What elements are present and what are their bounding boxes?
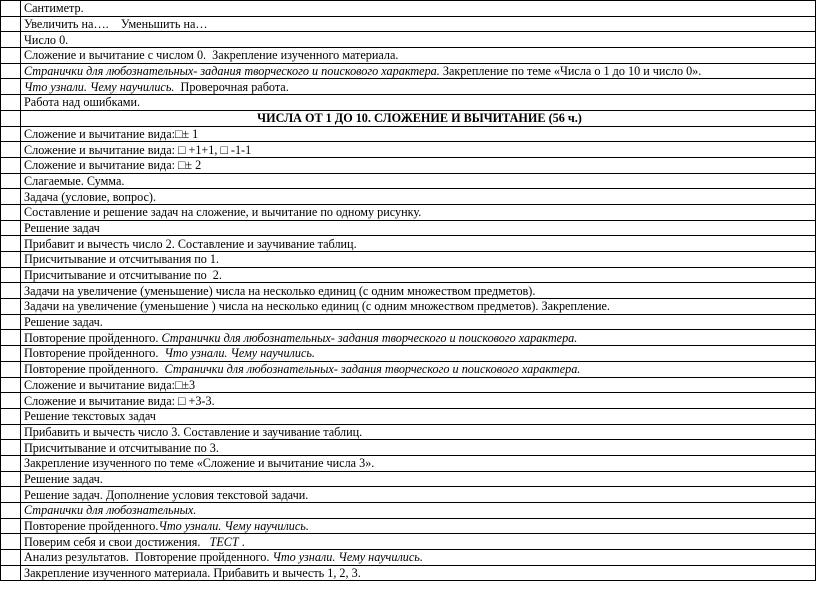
table-row [1, 393, 816, 409]
text-segment: Составление и решение задач на сложение, и вычитание по одному рисунку. [24, 205, 422, 220]
text-segment: Сложение и вычитание вида: □± 2 [24, 158, 202, 173]
topic-cell [21, 534, 816, 550]
row-number-cell [1, 314, 21, 330]
table-row [1, 455, 816, 471]
table-row [1, 189, 816, 205]
table-row [1, 252, 816, 268]
text-segment: Прибавить и вычесть число 3. Составление и заучивание таблиц. [24, 424, 363, 439]
text-segment: Присчитывание и отсчитывание по 2. [24, 268, 222, 283]
table-row [1, 142, 816, 158]
table-row [1, 79, 816, 95]
row-number-cell [1, 79, 21, 95]
row-number-cell [1, 330, 21, 346]
table-row [1, 440, 816, 456]
table-row [1, 424, 816, 440]
text-segment: Закрепление изученного материала. Прибавить и вычесть 1, 2, 3. [24, 566, 361, 581]
table-row [1, 330, 816, 346]
topic-cell [21, 267, 816, 283]
table-row [1, 126, 816, 142]
text-segment: Решение задач [24, 220, 100, 235]
topic-cell [21, 299, 816, 315]
row-number-cell [1, 63, 21, 79]
topic-cell [21, 79, 816, 95]
table-row [1, 173, 816, 189]
row-number-cell [1, 299, 21, 315]
text-segment: Поверим себя и свои достижения. [24, 534, 210, 549]
row-number-cell [1, 424, 21, 440]
italic-text-segment: Странички для любознательных. [24, 503, 197, 518]
table-row [1, 518, 816, 534]
text-segment: Число 0. [24, 32, 69, 47]
table-row [1, 283, 816, 299]
topic-cell [21, 126, 816, 142]
table-row [1, 534, 816, 550]
topic-cell [21, 16, 816, 32]
row-number-cell [1, 267, 21, 283]
table-row [1, 487, 816, 503]
topic-cell [21, 377, 816, 393]
row-number-cell [1, 126, 21, 142]
row-number-cell [1, 204, 21, 220]
topic-cell [21, 346, 816, 362]
text-segment: Задачи на увеличение (уменьшение ) числа на несколько единиц (с одним множеством предметов). Закрепление. [24, 299, 610, 314]
text-segment: Присчитывание и отсчитывания по 1. [24, 252, 220, 267]
text-segment: Прибавит и вычесть число 2. Составление и заучивание таблиц. [24, 236, 357, 251]
table-row [1, 204, 816, 220]
table-body [1, 1, 816, 581]
topic-cell [21, 503, 816, 519]
text-segment: Сложение и вычитание вида: □ +3-3. [24, 393, 215, 408]
row-number-cell [1, 408, 21, 424]
text-segment: Решение текстовых задач [24, 409, 156, 424]
table-row [1, 377, 816, 393]
row-number-cell [1, 173, 21, 189]
text-segment: Сантиметр. [24, 1, 84, 16]
italic-text-segment: ТЕСТ [209, 534, 239, 549]
topic-cell [21, 455, 816, 471]
table-row [1, 565, 816, 581]
row-number-cell [1, 157, 21, 173]
topic-cell [21, 142, 816, 158]
row-number-cell [1, 236, 21, 252]
topic-cell [21, 157, 816, 173]
row-number-cell [1, 393, 21, 409]
row-number-cell [1, 189, 21, 205]
topic-cell [21, 48, 816, 64]
table-row [1, 95, 816, 111]
row-number-cell [1, 377, 21, 393]
topic-cell [21, 471, 816, 487]
table-row [1, 16, 816, 32]
row-number-cell [1, 283, 21, 299]
section-header-row [1, 110, 816, 126]
topic-cell [21, 236, 816, 252]
text-segment: ЧИСЛА ОТ 1 ДО 10. СЛОЖЕНИЕ И ВЫЧИТАНИЕ (56 ч.) [257, 111, 582, 126]
row-number-cell [1, 550, 21, 566]
row-number-cell [1, 503, 21, 519]
topic-cell [21, 283, 816, 299]
table-row [1, 32, 816, 48]
table-row [1, 408, 816, 424]
topic-cell [21, 518, 816, 534]
topic-cell [21, 550, 816, 566]
topic-cell [21, 220, 816, 236]
row-number-cell [1, 534, 21, 550]
row-number-cell [1, 361, 21, 377]
topic-cell [21, 330, 816, 346]
section-title-cell [21, 110, 816, 126]
text-segment: Присчитывание и отсчитывание по 3. [24, 440, 219, 455]
text-segment: Закрепление по теме «Числа о 1 до 10 и число 0». [439, 64, 702, 79]
text-segment: Повторение пройденного. [24, 519, 159, 534]
row-number-cell [1, 95, 21, 111]
topic-cell [21, 314, 816, 330]
italic-text-segment: Что узнали. Чему научились. [158, 519, 309, 534]
text-segment: Решение задач. [24, 471, 103, 486]
row-number-cell [1, 565, 21, 581]
topic-cell [21, 63, 816, 79]
row-number-cell [1, 48, 21, 64]
topic-cell [21, 565, 816, 581]
text-segment: Задача (условие, вопрос). [24, 189, 157, 204]
row-number-cell [1, 110, 21, 126]
table-row [1, 471, 816, 487]
text-segment: Повторение пройденного. [24, 346, 165, 361]
table-row [1, 314, 816, 330]
text-segment: Сложение и вычитание вида:□± 1 [24, 126, 199, 141]
text-segment: Работа над ошибками. [24, 95, 141, 110]
text-segment: Сложение и вычитание вида: □ +1+1, □ -1-1 [24, 142, 252, 157]
row-number-cell [1, 440, 21, 456]
row-number-cell [1, 1, 21, 17]
topic-cell [21, 173, 816, 189]
italic-text-segment: Странички для любознательных- задания творческого и поискового характера. [161, 330, 578, 345]
text-segment: Задачи на увеличение (уменьшение) числа на несколько единиц (с одним множеством предметов). [24, 283, 536, 298]
text-segment: Решение задач. [24, 315, 103, 330]
table-row [1, 346, 816, 362]
row-number-cell [1, 487, 21, 503]
text-segment: Сложение и вычитание с числом 0. Закрепление изученного материала. [24, 48, 399, 63]
italic-text-segment: Странички для любознательных- задания творческого и поискового характера. [164, 362, 581, 377]
text-segment: Слагаемые. Сумма. [24, 173, 125, 188]
topic-cell [21, 487, 816, 503]
table-row [1, 220, 816, 236]
row-number-cell [1, 220, 21, 236]
text-segment: Сложение и вычитание вида:□±3 [24, 377, 196, 392]
topic-cell [21, 189, 816, 205]
table-row [1, 361, 816, 377]
table-row [1, 63, 816, 79]
table-row [1, 236, 816, 252]
text-segment: Анализ результатов. Повторение пройденного. [24, 550, 273, 565]
row-number-cell [1, 346, 21, 362]
text-segment: Проверочная работа. [174, 79, 289, 94]
text-segment: Закрепление изученного по теме «Сложение и вычитание числа 3». [24, 456, 375, 471]
italic-text-segment: Что узнали. Чему научились. [164, 346, 315, 361]
topic-cell [21, 32, 816, 48]
topic-cell [21, 393, 816, 409]
table-row [1, 299, 816, 315]
row-number-cell [1, 16, 21, 32]
italic-text-segment: Что узнали. Чему научились. [24, 79, 175, 94]
topic-cell [21, 252, 816, 268]
table-row [1, 267, 816, 283]
text-segment: Повторение пройденного. [24, 362, 165, 377]
topic-cell [21, 424, 816, 440]
row-number-cell [1, 471, 21, 487]
italic-text-segment: Что узнали. Чему научились. [272, 550, 423, 565]
topic-cell [21, 408, 816, 424]
text-segment: Увеличить на…. Уменьшить на… [24, 17, 208, 32]
table-row [1, 1, 816, 17]
topic-cell [21, 440, 816, 456]
table-row [1, 157, 816, 173]
row-number-cell [1, 32, 21, 48]
topic-cell [21, 1, 816, 17]
row-number-cell [1, 518, 21, 534]
table-row [1, 550, 816, 566]
text-segment: . [238, 534, 245, 549]
topic-cell [21, 204, 816, 220]
row-number-cell [1, 142, 21, 158]
topic-cell [21, 95, 816, 111]
italic-text-segment: Странички для любознательных- задания творческого и поискового характера. [24, 64, 440, 79]
text-segment: Решение задач. Дополнение условия текстовой задачи. [24, 487, 309, 502]
row-number-cell [1, 252, 21, 268]
table-row [1, 48, 816, 64]
topic-cell [21, 361, 816, 377]
text-segment: Повторение пройденного. [24, 330, 162, 345]
row-number-cell [1, 455, 21, 471]
table-row [1, 503, 816, 519]
